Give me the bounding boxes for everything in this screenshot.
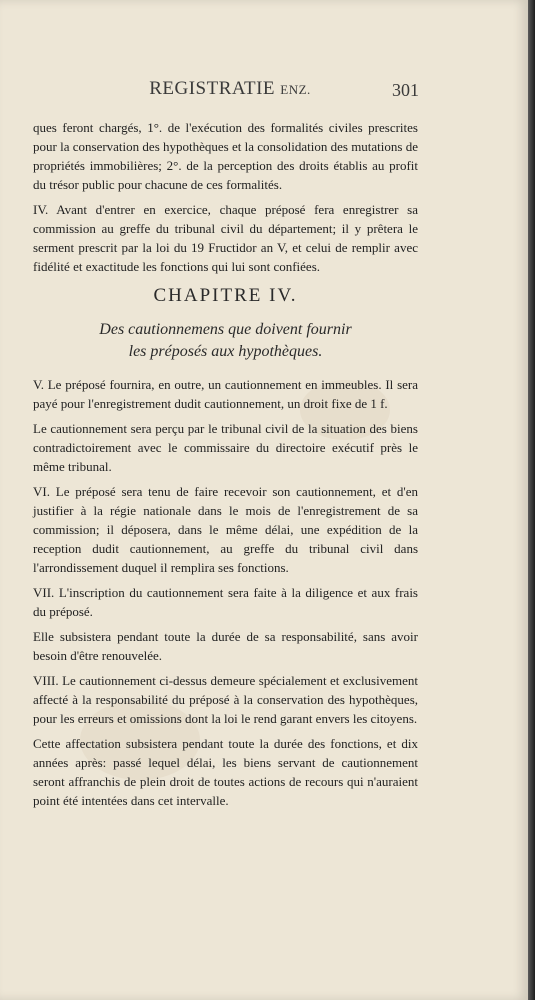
paragraph: Le cautionnement sera perçu par le tribunal civil de la situation des biens contradictoirement avec le commissaire du directoire exécutif près le même tribunal. bbox=[33, 421, 418, 474]
article-v: V. Le préposé fournira, en outre, un cautionnement en immeubles. Il sera payé pour l'enregistrement dudit cautionnement, un droit fixe de 1 f. bbox=[33, 377, 418, 411]
article-vi: VI. Le préposé sera tenu de faire recevoir son cautionnement, et d'en justifier à la régie nationale dans le mois de l'enregistrement de sa commission; il déposera, dans le même délai, une expédition de la reception dudit cautionnement, au greffe du tribunal civil dans l'arrondissement duquel il remplira ses fonctions. bbox=[33, 484, 418, 575]
header-title: REGISTRATIE bbox=[149, 78, 276, 99]
paragraph: Cette affectation subsistera pendant toute la durée des fonctions, et dix années après: passé lequel délai, les biens servant de cautionnement seront affranchis de plein droit de toutes actions de recours qui n'auraient point été intentées dans cet intervalle. bbox=[33, 736, 418, 808]
chapter-subtitle bbox=[33, 319, 418, 363]
paragraph-continuation: ques feront chargés, 1°. de l'exécution des formalités civiles prescrites pour la conservation des hypothèques et la consolidation des mutations de propriétés immobilières; 2°. de la perception des droits établis au profit du trésor public pour chacune de ces formalités. bbox=[33, 120, 418, 192]
article-viii: VIII. Le cautionnement ci-dessus demeure spécialement et exclusivement affecté à la responsabilité du préposé à la conservation des hypothèques, pour les erreurs et omissions dont la loi le rend garant envers les citoyens. bbox=[33, 673, 418, 726]
chapter-subtitle-line1: Des cautionnemens que doivent fournir bbox=[99, 321, 352, 338]
chapter-subtitle-line2: les préposés aux hypothèques. bbox=[128, 343, 323, 360]
page-edge-shadow bbox=[528, 0, 535, 1000]
chapter-heading: CHAPITRE IV. bbox=[153, 285, 298, 306]
article-iv: IV. Avant d'entrer en exercice, chaque préposé fera enregistrer sa commission au greffe du tribunal civil du département; il y prêtera le serment prescrit par la loi du 19 Fructidor an V, et celui de remplir avec fidélité et exactitude les fonctions qui lui sont confiées. bbox=[33, 202, 418, 274]
body-text bbox=[33, 118, 418, 816]
paragraph: Elle subsistera pendant toute la durée de sa responsabilité, sans avoir besoin d'être renouvelée. bbox=[33, 629, 418, 663]
header-title-abbrev: ENZ. bbox=[280, 82, 311, 97]
article-vii: VII. L'inscription du cautionnement sera faite à la diligence et aux frais du préposé. bbox=[33, 585, 418, 619]
page-number: 301 bbox=[392, 80, 419, 100]
running-header bbox=[30, 78, 430, 100]
